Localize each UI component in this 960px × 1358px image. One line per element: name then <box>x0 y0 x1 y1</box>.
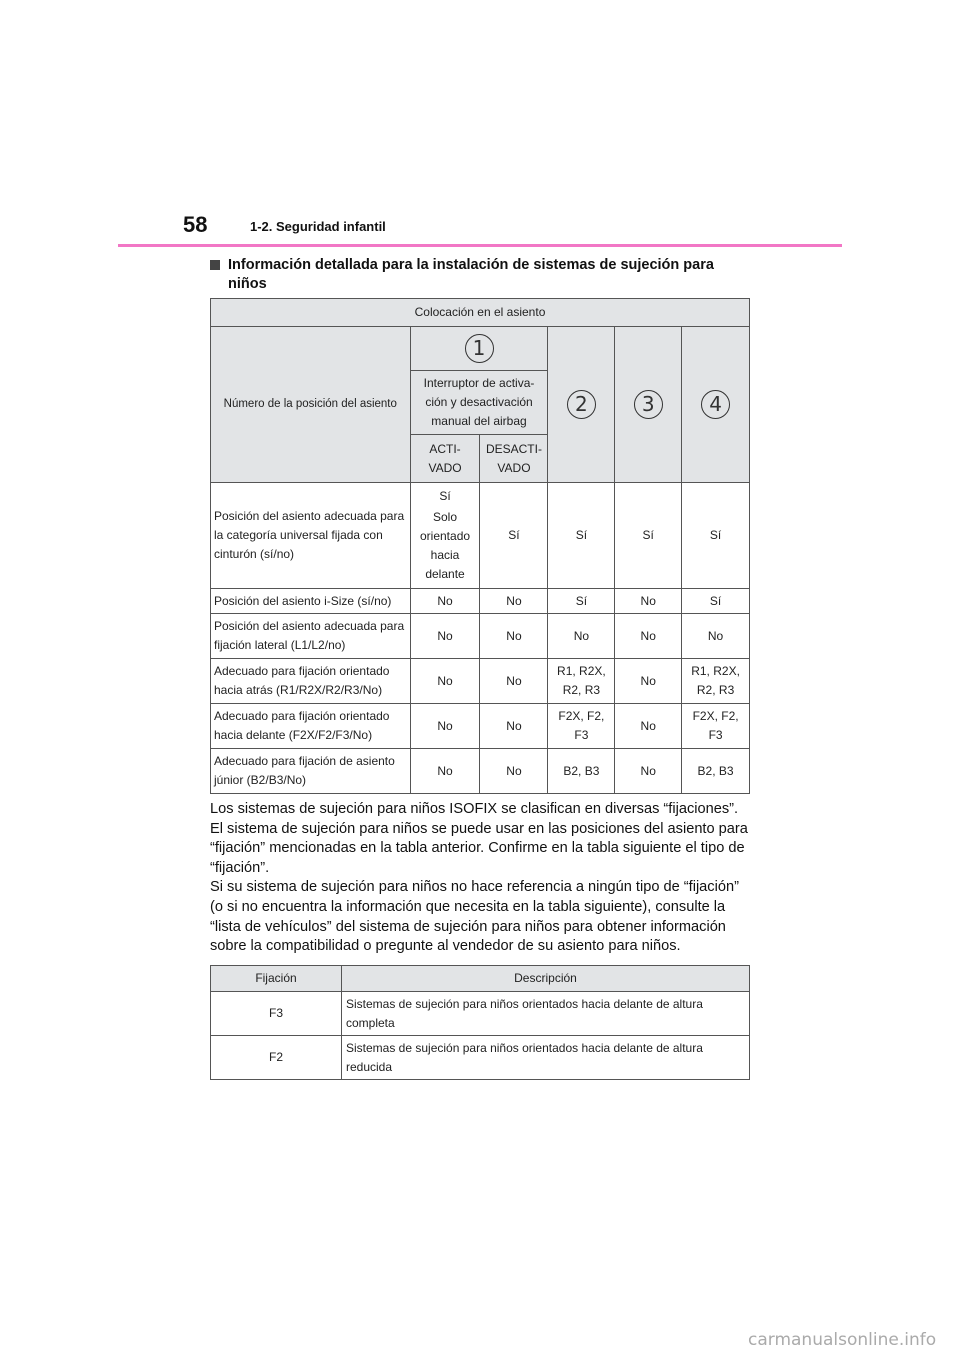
table-cell: F2X, F2, F3 <box>548 704 615 749</box>
table-cell: No <box>480 659 548 704</box>
position-1-icon: 1 <box>465 334 494 363</box>
table-cell: No <box>615 614 682 659</box>
row-label: Posición del asiento adecuada para fijación lateral (L1/L2/no) <box>211 614 411 659</box>
table-cell: Sí <box>615 483 682 589</box>
table-cell: No <box>410 659 480 704</box>
activated-header: ACTI-VADO <box>410 435 480 483</box>
table-cell: No <box>480 589 548 614</box>
watermark: carmanualsonline.info <box>748 1330 937 1350</box>
body-text <box>210 800 755 957</box>
table-cell: B2, B3 <box>682 749 750 794</box>
fixation-table <box>210 965 750 1080</box>
table-cell: Sí <box>548 483 615 589</box>
page-number: 58 <box>183 212 208 237</box>
row-label: Adecuado para fijación de asiento júnior (B2/B3/No) <box>211 749 411 794</box>
row-header: Número de la posición del asiento <box>211 327 411 483</box>
table-cell: B2, B3 <box>548 749 615 794</box>
table-cell: No <box>480 614 548 659</box>
position-2-header <box>548 327 615 483</box>
fixation-code: F2 <box>211 1036 342 1080</box>
table-cell: No <box>480 749 548 794</box>
section-heading-text: Información detallada para la instalación de sistemas de sujeción para niños <box>228 257 714 292</box>
table-caption: Colocación en el asiento <box>211 299 750 327</box>
column-header-description: Descripción <box>342 966 750 992</box>
position-4-icon: 4 <box>701 390 730 419</box>
table-cell: No <box>615 659 682 704</box>
fixation-code: F3 <box>211 992 342 1036</box>
table-cell: R1, R2X, R2, R3 <box>548 659 615 704</box>
table-cell <box>410 483 480 589</box>
table-cell: Sí <box>682 483 750 589</box>
paragraph: Si su sistema de sujeción para niños no hace referencia a ningún tipo de “fijación” (o si no encuentra la información que necesita en la tabla siguiente), consulte la “lista de vehículos” del sistema de sujeción para niños para obtener información sobre la compatibilidad o pregunte al vendedor de su asiento para niños. <box>210 879 739 955</box>
fixation-description: Sistemas de sujeción para niños orientados hacia delante de altura completa <box>342 992 750 1036</box>
table-cell: No <box>615 704 682 749</box>
table-cell: No <box>410 614 480 659</box>
row-label: Adecuado para fijación orientado hacia atrás (R1/R2X/R2/R3/No) <box>211 659 411 704</box>
table-cell: Sí <box>682 589 750 614</box>
section-heading <box>210 256 750 294</box>
table-cell: Sí <box>480 483 548 589</box>
position-2-icon: 2 <box>567 390 596 419</box>
column-header-fixation: Fijación <box>211 966 342 992</box>
table-cell: No <box>410 589 480 614</box>
row-label: Adecuado para fijación orientado hacia delante (F2X/F2/F3/No) <box>211 704 411 749</box>
table-cell: No <box>615 749 682 794</box>
table-cell: F2X, F2, F3 <box>682 704 750 749</box>
breadcrumb: 1-2. Seguridad infantil <box>250 219 386 234</box>
table-cell: No <box>410 704 480 749</box>
table-cell: No <box>682 614 750 659</box>
table-cell: No <box>410 749 480 794</box>
row-label: Posición del asiento i-Size (sí/no) <box>211 589 411 614</box>
fixation-description: Sistemas de sujeción para niños orientados hacia delante de altura reducida <box>342 1036 750 1080</box>
cell-line: Sí <box>439 489 451 503</box>
position-3-header <box>615 327 682 483</box>
table-cell: No <box>548 614 615 659</box>
position-3-icon: 3 <box>634 390 663 419</box>
table-cell: No <box>615 589 682 614</box>
table-cell: No <box>480 704 548 749</box>
deactivated-header: DESACTI-VADO <box>480 435 548 483</box>
row-label: Posición del asiento adecuada para la categoría universal fijada con cinturón (sí/no) <box>211 483 411 589</box>
airbag-switch-header: Interruptor de activa-ción y desactivación manual del airbag <box>410 371 548 435</box>
square-bullet-icon <box>210 260 220 270</box>
table-cell: Sí <box>548 589 615 614</box>
seat-position-table <box>210 298 750 794</box>
table-cell: R1, R2X, R2, R3 <box>682 659 750 704</box>
paragraph: Los sistemas de sujeción para niños ISOFIX se clasifican en diversas “fijaciones”. El sistema de sujeción para niños se puede usar en las posiciones del asiento para “fijación” mencionadas en la tabla anterior. Confirme en la tabla siguiente el tipo de “fijación”. <box>210 801 748 876</box>
header-divider <box>118 244 842 247</box>
position-4-header <box>682 327 750 483</box>
cell-line: Solo orientado hacia delante <box>420 510 471 581</box>
position-1-header <box>410 327 548 371</box>
